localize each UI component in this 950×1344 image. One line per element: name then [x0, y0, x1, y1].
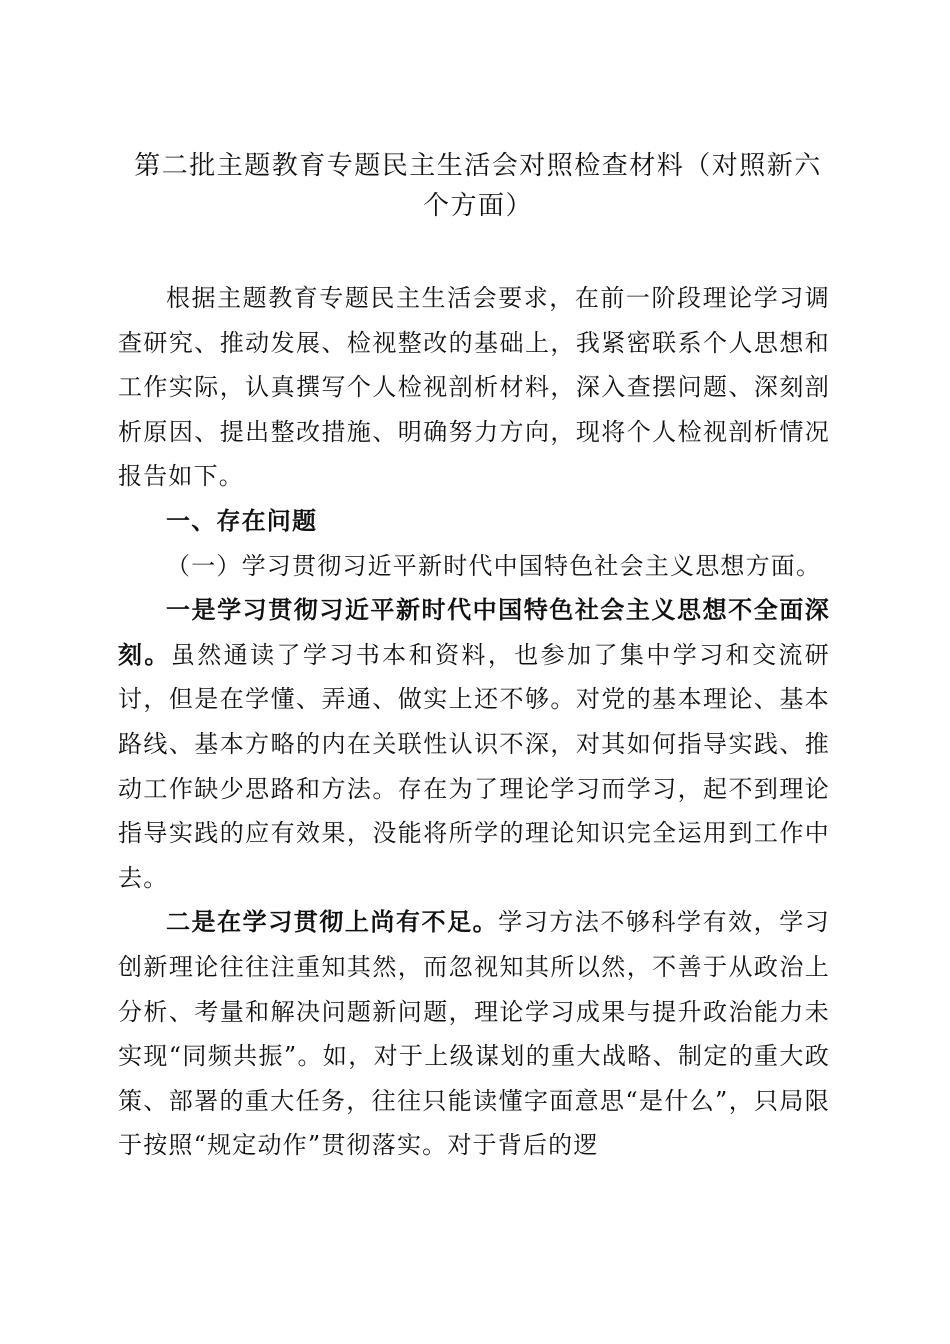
document-title: 第二批主题教育专题民主生活会对照检查材料（对照新六个方面） — [134, 151, 822, 221]
section-heading-problems: 一、存在问题 — [166, 506, 318, 535]
subsection-heading-study: （一）学习贯彻习近平新时代中国特色社会主义思想方面。 — [166, 551, 822, 580]
point-1-text: 虽然通读了学习书本和资料，也参加了集中学习和交流研讨，但是在学懂、弄通、做实上还不够。对党的基本理论、基本路线、基本方略的内在关联性认识不深，对其如何指导实践、推动工作缺少思路和方法。存在为了理论学习而学习，起不到理论指导实践的应有效果，没能将所学的理论知识完全运用到工作中去。 — [118, 640, 831, 892]
intro-paragraph: 根据主题教育专题民主生活会要求，在前一阶段理论学习调查研究、推动发展、检视整改的基础上，我紧密联系个人思想和工作实际，认真撰写个人检视剖析材料，深入查摆问题、深刻剖析原因、提出整改措施、明确努力方向，现将个人检视剖析情况报告如下。 — [118, 284, 830, 491]
point-1-lead: 一是学习贯彻习近平新时代中国特色社会主义思想不全面深刻。 — [118, 596, 830, 669]
paragraph-point-2 — [118, 900, 830, 1168]
paragraph-point-1 — [118, 588, 830, 900]
document-body — [118, 276, 830, 1168]
point-2-text: 学习方法不够科学有效，学习创新理论往往注重知其然，而忽视知其所以然，不善于从政治上分析、考量和解决问题新问题，理论学习成果与提升政治能力未实现“同频共振”。如，对于上级谋划的重大战略、制定的重大政策、部署的重大任务，往往只能读懂字面意思“是什么”，只局限于按照“规定动作”贯彻落实。对于背后的逻 — [118, 908, 830, 1160]
point-2-lead: 二是在学习贯彻上尚有不足。 — [166, 908, 499, 937]
